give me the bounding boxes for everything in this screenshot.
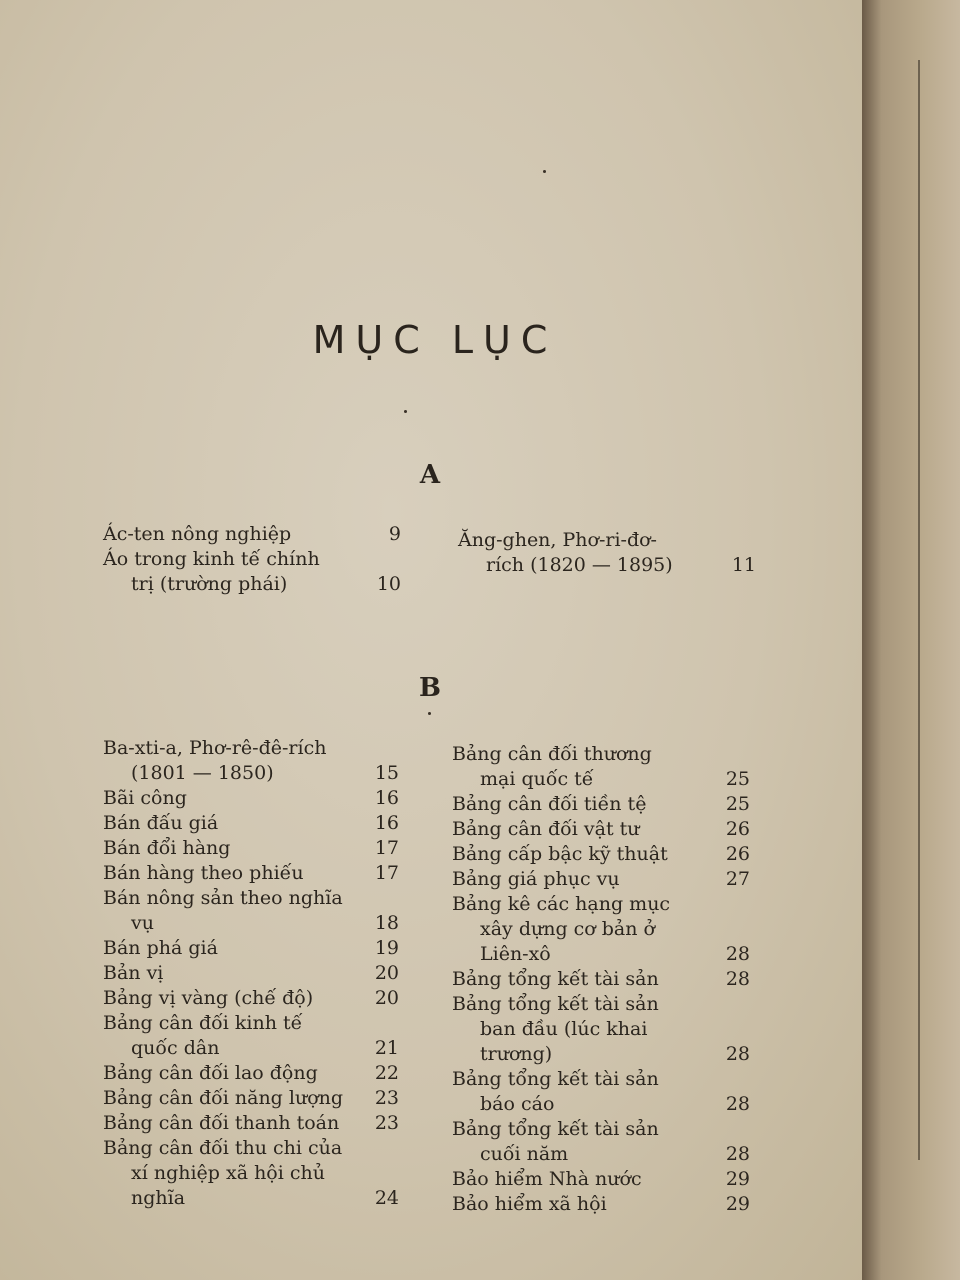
entry-page-number: 28 bbox=[725, 943, 750, 965]
entry-text: xí nghiệp xã hội chủ bbox=[131, 1162, 325, 1184]
entry-text: Bảng cân đối vật tư bbox=[452, 818, 640, 840]
print-speck bbox=[428, 712, 431, 715]
entry-page-number: 23 bbox=[374, 1112, 399, 1134]
entry-text: Liên-xô bbox=[480, 943, 551, 965]
index-entry bbox=[103, 811, 399, 836]
entry-page-number: 25 bbox=[725, 793, 750, 815]
entry-text: báo cáo bbox=[480, 1093, 555, 1115]
index-entry bbox=[103, 736, 399, 786]
entry-text: Bảng cân đối năng lượng bbox=[103, 1087, 344, 1109]
index-entry bbox=[452, 892, 750, 967]
entry-text: mại quốc tế bbox=[480, 768, 594, 790]
entry-page-number: 20 bbox=[374, 987, 399, 1009]
entry-page-number: 21 bbox=[374, 1037, 399, 1059]
index-entry bbox=[103, 861, 399, 886]
entry-text: Bảng tổng kết tài sản bbox=[452, 1118, 659, 1140]
entry-text: trương) bbox=[480, 1043, 553, 1065]
entry-text: Bảng cân đối tiền tệ bbox=[452, 793, 647, 815]
entry-text: Bãi công bbox=[103, 787, 187, 809]
entry-page-number: 17 bbox=[374, 837, 399, 859]
entry-page-number: 17 bbox=[374, 862, 399, 884]
entry-text: Ác-ten nông nghiệp bbox=[103, 523, 292, 545]
index-entry bbox=[452, 867, 750, 892]
entry-text: quốc dân bbox=[131, 1037, 220, 1059]
entry-text: Bán đổi hàng bbox=[103, 837, 231, 859]
entry-text: rích (1820 — 1895) bbox=[486, 554, 673, 576]
entry-page-number: 28 bbox=[725, 1093, 750, 1115]
print-speck bbox=[543, 170, 546, 173]
entry-page-number: 9 bbox=[388, 523, 401, 545]
section-letter-b: B bbox=[419, 673, 441, 703]
entry-page-number: 24 bbox=[374, 1187, 399, 1209]
entry-page-number: 22 bbox=[374, 1062, 399, 1084]
index-entry bbox=[103, 1011, 399, 1061]
section-b-right-column bbox=[452, 742, 750, 1217]
index-entry bbox=[103, 961, 399, 986]
entry-page-number: 29 bbox=[725, 1193, 750, 1215]
entry-text: trị (trường phái) bbox=[131, 573, 288, 595]
entry-page-number: 10 bbox=[376, 573, 401, 595]
entry-page-number: 28 bbox=[725, 1143, 750, 1165]
entry-text: Bán đấu giá bbox=[103, 812, 219, 834]
entry-text: Bảng cân đối thanh toán bbox=[103, 1112, 340, 1134]
entry-page-number: 11 bbox=[731, 554, 756, 576]
index-entry bbox=[103, 1086, 399, 1111]
page-title: MỤC LỤC bbox=[312, 318, 558, 362]
entry-page-number: 20 bbox=[374, 962, 399, 984]
book-spine bbox=[862, 0, 960, 1280]
entry-text: Bảng vị vàng (chế độ) bbox=[103, 987, 314, 1009]
entry-text: Bảng tổng kết tài sản bbox=[452, 968, 659, 990]
page-edge-line bbox=[918, 60, 920, 1160]
entry-text: Bảng cân đối thương bbox=[452, 743, 652, 765]
entry-page-number: 15 bbox=[374, 762, 399, 784]
index-entry bbox=[103, 1136, 399, 1211]
index-entry bbox=[452, 792, 750, 817]
index-entry bbox=[103, 836, 399, 861]
entry-page-number: 16 bbox=[374, 787, 399, 809]
entry-text: Bảng tổng kết tài sản bbox=[452, 1068, 659, 1090]
entry-text: Bảng cân đối kinh tế bbox=[103, 1012, 303, 1034]
entry-page-number: 28 bbox=[725, 1043, 750, 1065]
entry-text: Bảo hiểm Nhà nước bbox=[452, 1168, 642, 1190]
index-entry bbox=[452, 817, 750, 842]
entry-text: (1801 — 1850) bbox=[131, 762, 274, 784]
index-entry bbox=[103, 886, 399, 936]
index-entry bbox=[452, 992, 750, 1067]
entry-text: Bảo hiểm xã hội bbox=[452, 1193, 607, 1215]
entry-text: Bảng kê các hạng mục bbox=[452, 893, 671, 915]
entry-text: Bản vị bbox=[103, 962, 164, 984]
index-entry bbox=[452, 967, 750, 992]
entry-text: Bảng tổng kết tài sản bbox=[452, 993, 659, 1015]
index-entry bbox=[103, 522, 401, 547]
entry-page-number: 25 bbox=[725, 768, 750, 790]
entry-text: Bán hàng theo phiếu bbox=[103, 862, 304, 884]
entry-text: vụ bbox=[131, 912, 154, 934]
entry-page-number: 16 bbox=[374, 812, 399, 834]
index-entry bbox=[452, 1067, 750, 1117]
index-entry bbox=[452, 1167, 750, 1192]
index-entry bbox=[452, 742, 750, 792]
index-entry bbox=[452, 1192, 750, 1217]
entry-text: xây dựng cơ bản ở bbox=[480, 918, 655, 940]
entry-page-number: 19 bbox=[374, 937, 399, 959]
entry-text: nghĩa bbox=[131, 1187, 186, 1209]
section-b-left-column bbox=[103, 736, 399, 1211]
entry-page-number: 18 bbox=[374, 912, 399, 934]
print-speck bbox=[404, 410, 407, 413]
index-entry bbox=[452, 1117, 750, 1167]
entry-page-number: 23 bbox=[374, 1087, 399, 1109]
index-entry bbox=[103, 786, 399, 811]
entry-page-number: 26 bbox=[725, 818, 750, 840]
entry-page-number: 26 bbox=[725, 843, 750, 865]
entry-text: ban đầu (lúc khai bbox=[480, 1018, 648, 1040]
entry-text: Áo trong kinh tế chính bbox=[103, 548, 320, 570]
entry-text: Ăng-ghen, Phơ-ri-đơ- bbox=[458, 529, 657, 551]
entry-page-number: 29 bbox=[725, 1168, 750, 1190]
index-entry bbox=[103, 1111, 399, 1136]
index-entry bbox=[458, 528, 756, 578]
entry-page-number: 28 bbox=[725, 968, 750, 990]
section-a-left-column bbox=[103, 522, 401, 597]
entry-page-number: 27 bbox=[725, 868, 750, 890]
entry-text: cuối năm bbox=[480, 1143, 569, 1165]
section-letter-a: A bbox=[419, 460, 441, 490]
entry-text: Bảng cấp bậc kỹ thuật bbox=[452, 843, 668, 865]
entry-text: Bảng cân đối thu chi của bbox=[103, 1137, 343, 1159]
index-entry bbox=[103, 1061, 399, 1086]
entry-text: Bảng giá phục vụ bbox=[452, 868, 620, 890]
index-entry bbox=[103, 936, 399, 961]
index-entry bbox=[103, 986, 399, 1011]
entry-text: Bán nông sản theo nghĩa bbox=[103, 887, 343, 909]
entry-text: Bảng cân đối lao động bbox=[103, 1062, 318, 1084]
entry-text: Ba-xti-a, Phơ-rê-đê-rích bbox=[103, 737, 327, 759]
index-entry bbox=[452, 842, 750, 867]
entry-text: Bán phá giá bbox=[103, 937, 218, 959]
index-entry bbox=[103, 547, 401, 597]
section-a-right-column bbox=[458, 528, 756, 578]
